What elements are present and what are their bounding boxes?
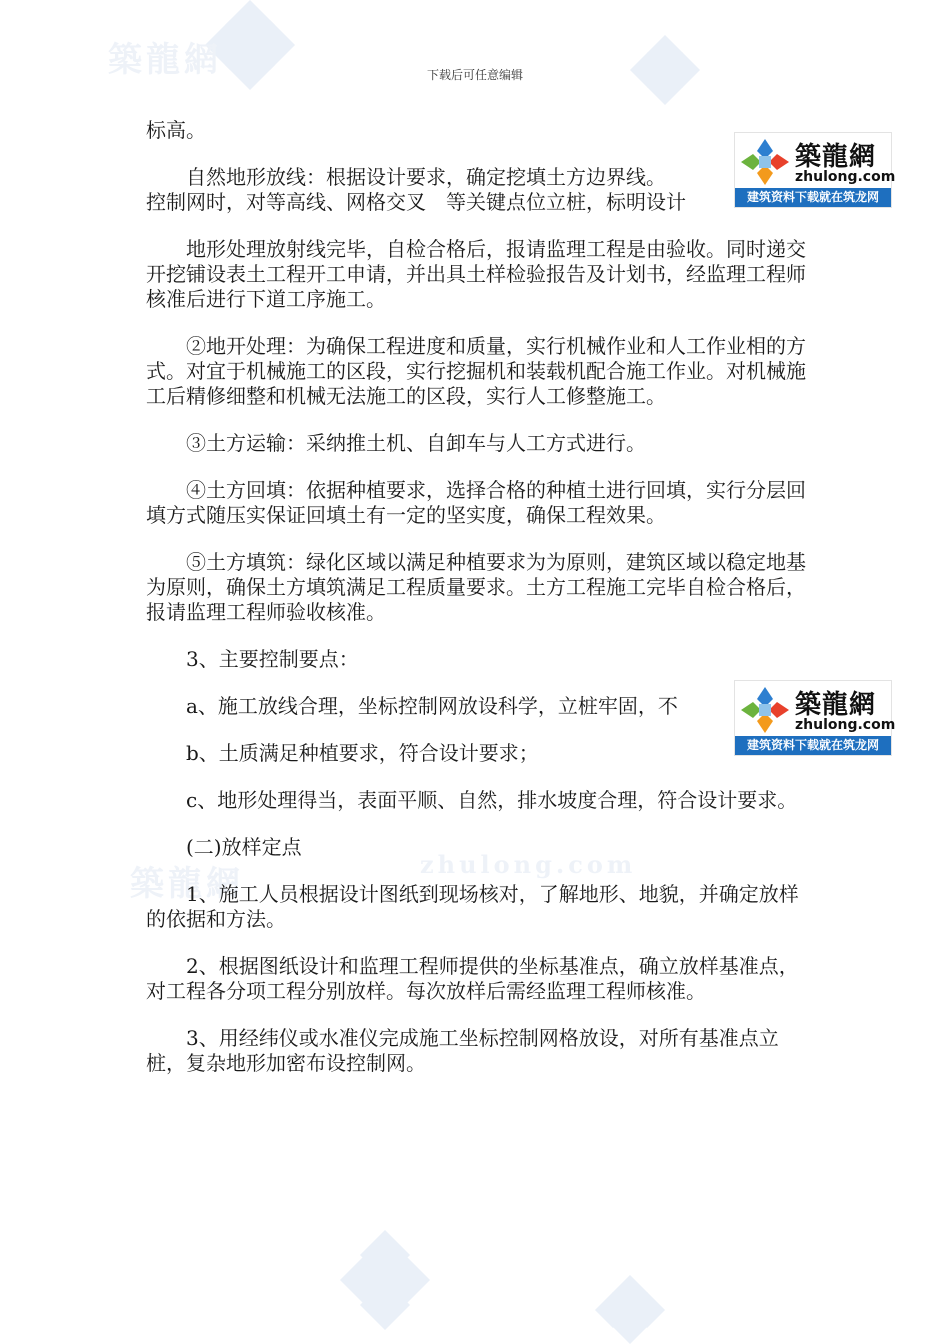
section-heading: (二)放样定点	[186, 835, 302, 859]
logo-slogan: 建筑资料下载就在筑龙网	[735, 188, 891, 207]
watermark-snowflake-icon	[590, 1275, 670, 1344]
logo-chinese-name: 築龍網	[795, 690, 877, 720]
zhulong-logo	[734, 132, 896, 208]
logo-english-name: zhulong.com	[795, 717, 896, 733]
document-body	[146, 118, 806, 1098]
watermark-text: 築龍網	[108, 40, 222, 80]
paragraph: ④土方回填：依据种植要求，选择合格的种植土进行回填，实行分层回填方式随压实保证回填土有一定的坚实度，确保工程效果。	[146, 478, 806, 527]
logo-slogan: 建筑资料下载就在筑龙网	[735, 736, 891, 755]
paragraph: a、施工放线合理，坐标控制网放设科学，立桩牢固，不	[186, 694, 678, 718]
zhulong-pinwheel-icon	[739, 685, 791, 735]
paragraph: c、地形处理得当，表面平顺、自然，排水坡度合理，符合设计要求。	[186, 788, 798, 812]
paragraph: ②地开处理：为确保工程进度和质量，实行机械作业和人工作业相的方式。对宜于机械施工的区段，实行挖掘机和装载机配合施工作业。对机械施工后精修细整和机械无法施工的区段，实行人工修整施工。	[146, 334, 806, 408]
paragraph: ⑤土方填筑：绿化区域以满足种植要求为为原则，建筑区域以稳定地基为原则，确保土方填筑满足工程质量要求。土方工程施工完毕自检合格后，报请监理工程师验收核准。	[146, 550, 806, 624]
zhulong-pinwheel-icon	[739, 137, 791, 187]
paragraph: 自然地形放线：根据设计要求，确定挖填土方边界线。 控制网时，对等高线、网格交叉 等关键点位立桩，标明设计	[146, 165, 686, 214]
paragraph: 2、根据图纸设计和监理工程师提供的坐标基准点，确立放样基准点，对工程各分项工程分别放样。每次放样后需经监理工程师核准。	[146, 954, 799, 1003]
page-header: 下载后可任意编辑	[426, 68, 523, 82]
paragraph: b、土质满足种植要求，符合设计要求；	[186, 741, 539, 765]
paragraph: 3、主要控制要点：	[186, 647, 359, 671]
logo-english-name: zhulong.com	[795, 169, 896, 185]
watermark-text: 築龍網	[130, 864, 244, 904]
paragraph: 3、用经纬仪或水准仪完成施工坐标控制网格放设，对所有基准点立桩，复杂地形加密布设控制网。	[146, 1026, 779, 1075]
paragraph: 1、施工人员根据设计图纸到现场核对，了解地形、地貌，并确定放样的依据和方法。	[146, 882, 799, 931]
paragraph: 标高。	[146, 118, 206, 142]
paragraph: 地形处理放射线完毕，自检合格后，报请监理工程是由验收。同时递交开挖铺设表土工程开工申请，并出具土样检验报告及计划书，经监理工程师核准后进行下道工序施工。	[146, 237, 806, 311]
watermark-snowflake-icon	[330, 1230, 440, 1330]
watermark-site-text: zhulong.com	[420, 850, 637, 879]
paragraph: ③土方运输：采纳推土机、自卸车与人工方式进行。	[186, 431, 646, 455]
zhulong-logo	[734, 680, 896, 756]
logo-chinese-name: 築龍網	[795, 142, 877, 172]
